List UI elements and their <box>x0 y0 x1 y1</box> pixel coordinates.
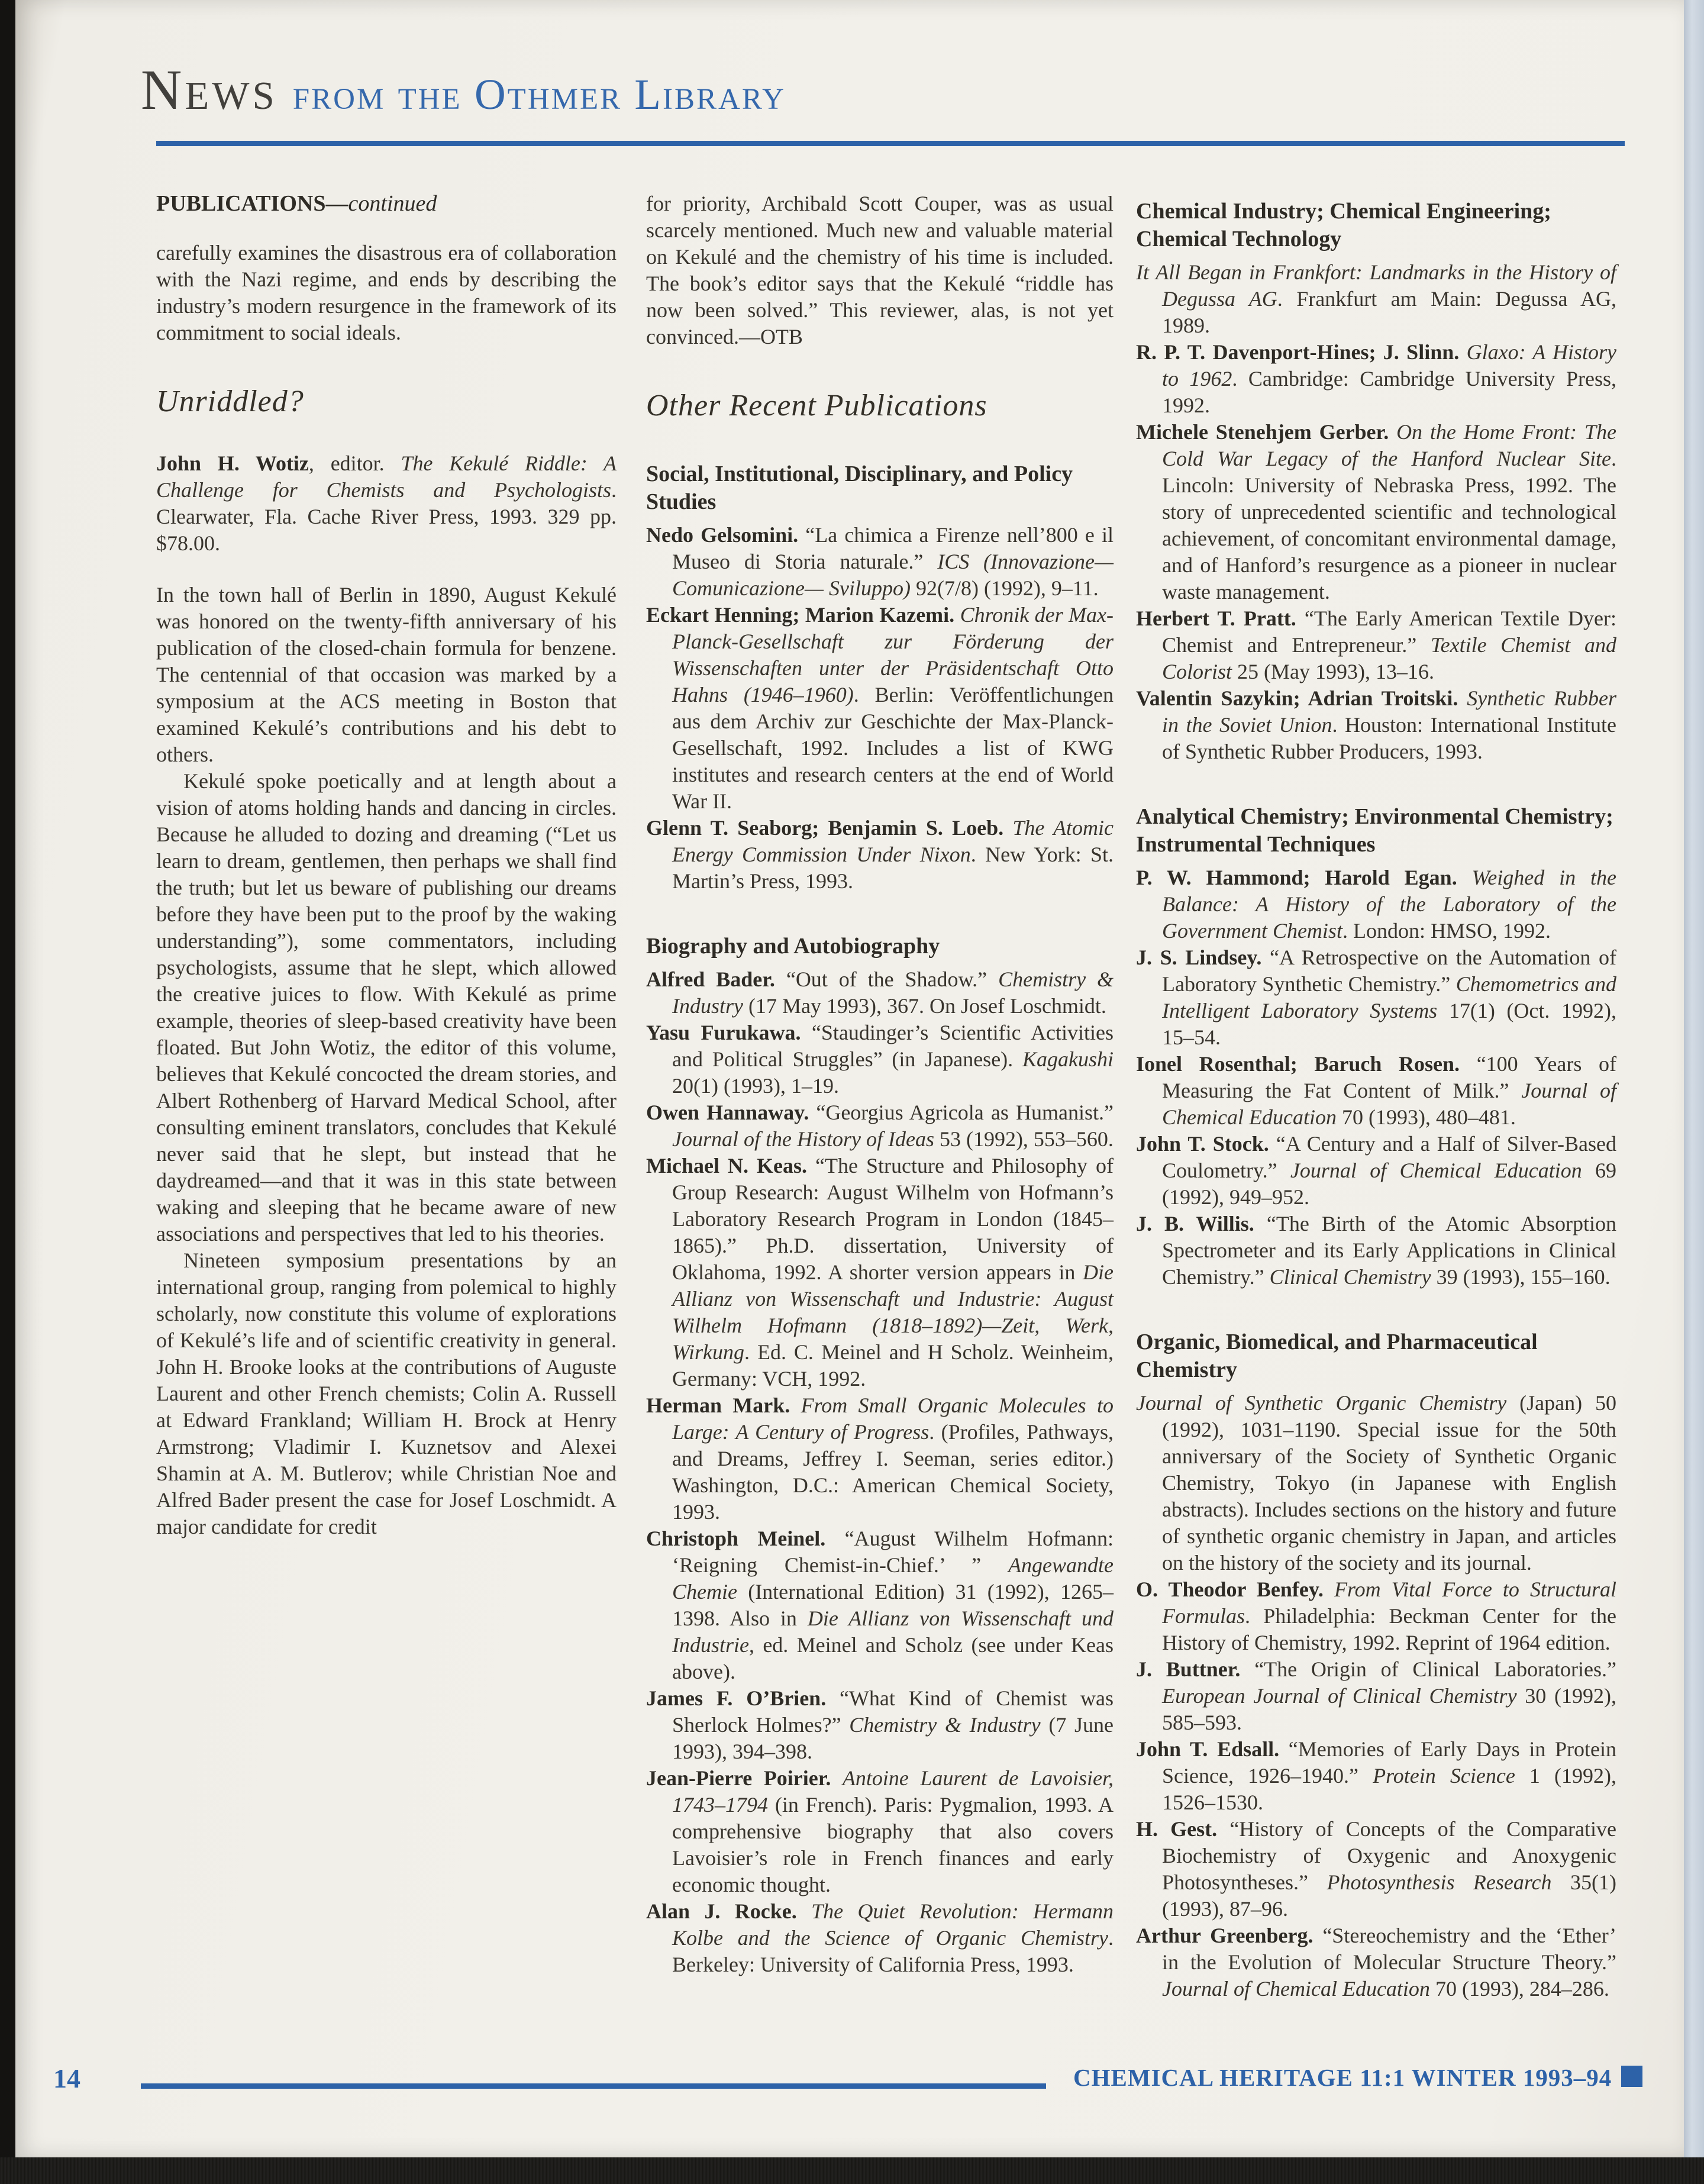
paragraph: Kekulé spoke poetically and at length about a vision of atoms holding hands and dancing in circles. Because he alluded to dozing and dreaming (“Let us learn to dream, gentlemen, then perhaps we shall find the truth; but let us beware of publishing our dreams before they have been put to the proof by the waking understanding”), some commentators, including psychologists, assume that he slept, which allowed the creative juices to flow. With Kekulé as prime example, theories of sleep-based creativity have been floated. But John Wotiz, the editor of this volume, believes that Kekulé concocted the dream stories, and Albert Rothenberg of Harvard Medical School, after consulting eminent translators, concludes that Kekulé never said that he slept, but instead that he daydreamed—and that it was in this state between waking and sleeping that he became aware of new associations and perspectives that led to his theories. <box>156 769 617 1246</box>
masthead-news: News <box>141 58 277 121</box>
column-left <box>156 191 617 1540</box>
citation: Glenn T. Seaborg; Benjamin S. Loeb. The Atomic Energy Commission Under Nixon. New York: St. Martin’s Press, 1993. <box>646 816 1114 893</box>
category-heading: Analytical Chemistry; Environmental Chemistry; Instrumental Techniques <box>1136 804 1613 857</box>
citation: J. S. Lindsey. “A Retrospective on the Automation of Laboratory Synthetic Chemistry.” Chemometrics and Intelligent Laboratory Systems 17(1) (Oct. 1992), 15–54. <box>1136 946 1617 1049</box>
category-heading: Chemical Industry; Chemical Engineering; Chemical Technology <box>1136 199 1551 251</box>
citation: Eckart Henning; Marion Kazemi. Chronik der Max-Planck-Gesellschaft zur Förderung der Wissenschaften unter der Präsidentschaft Otto Hahns (1946–1960). Berlin: Veröffentlichungen aus dem Archiv zur Geschichte der Max-Planck-Gesellschaft, 1992. Includes a list of KWG institutes and research centers at the end of World War II. <box>646 603 1114 813</box>
citation: Yasu Furukawa. “Staudinger’s Scientific Activities and Political Struggles” (in Japanese). Kagakushi 20(1) (1993), 1–19. <box>646 1021 1114 1098</box>
column-right <box>1136 198 1616 2002</box>
citation: Jean-Pierre Poirier. Antoine Laurent de Lavoisier, 1743–1794 (in French). Paris: Pygmalion, 1993. A comprehensive biography that also covers Lavoisier’s role in French finances and early economic thought. <box>646 1766 1114 1896</box>
citation: John T. Edsall. “Memories of Early Days in Protein Science, 1926–1940.” Protein Science 1 (1992), 1526–1530. <box>1136 1737 1617 1814</box>
citation: Michele Stenehjem Gerber. On the Home Front: The Cold War Legacy of the Hanford Nuclear Site. Lincoln: University of Nebraska Press, 1992. The story of unprecedented scientific and technological achievement, of concomitant environmental damage, and of Hanford’s resurgence as a pioneer in nuclear waste management. <box>1136 420 1617 604</box>
paragraph: carefully examines the disastrous era of collaboration with the Nazi regime, and ends by describing the industry’s modern resurgence in the framework of its commitment to social ideals. <box>156 241 617 344</box>
paragraph: In the town hall of Berlin in 1890, August Kekulé was honored on the twenty-fifth anniversary of his publication of the closed-chain formula for benzene. The centennial of that occasion was marked by a symposium at the ACS meeting in Boston that examined Kekulé’s contributions and his debt to others. <box>156 583 617 766</box>
citation: Journal of Synthetic Organic Chemistry (Japan) 50 (1992), 1031–1190. Special issue for the 50th anniversary of the Society of Synthetic Organic Chemistry, Tokyo (in Japanese with English abstracts). Includes sections on the history and future of synthetic organic chemistry in Japan, and articles on the history of the society and its journal. <box>1136 1391 1617 1575</box>
citation: J. B. Willis. “The Birth of the Atomic Absorption Spectrometer and its Early Applications in Clinical Chemistry.” Clinical Chemistry 39 (1993), 155–160. <box>1136 1212 1616 1289</box>
publications-kicker: PUBLICATIONS—continued <box>156 191 437 216</box>
category-heading: Biography and Autobiography <box>646 934 940 959</box>
category-heading: Organic, Biomedical, and Pharmaceutical Chemistry <box>1136 1330 1538 1382</box>
paragraph: Nineteen symposium presentations by an international group, ranging from polemical to highly scholarly, now constitute this volume of explorations of Kekulé’s life and of scientific creativity in general. John H. Brooke looks at the contributions of Auguste Laurent and other French chemists; Colin A. Russell at Edward Frankland; William H. Brock at Henry Armstrong; Vladimir I. Kuznetsov and Alexei Shamin at A. M. Butlerov; while Christian Noe and Alfred Bader present the case for Josef Loschmidt. A major candidate for credit <box>156 1249 617 1538</box>
citation: It All Began in Frankfort: Landmarks in the History of Degussa AG. Frankfurt am Main: Degussa AG, 1989. <box>1136 260 1616 337</box>
column-middle <box>646 191 1114 1978</box>
citation: James F. O’Brien. “What Kind of Chemist was Sherlock Holmes?” Chemistry & Industry (7 June 1993), 394–398. <box>646 1686 1114 1763</box>
citation: Owen Hannaway. “Georgius Agricola as Humanist.” Journal of the History of Ideas 53 (1992), 553–560. <box>646 1101 1114 1151</box>
magazine-page <box>15 0 1684 2157</box>
citation: R. P. T. Davenport-Hines; J. Slinn. Glaxo: A History to 1962. Cambridge: Cambridge University Press, 1992. <box>1136 340 1617 417</box>
citation: Alfred Bader. “Out of the Shadow.” Chemistry & Industry (17 May 1993), 367. On Josef Loschmidt. <box>646 967 1114 1018</box>
citation: O. Theodor Benfey. From Vital Force to Structural Formulas. Philadelphia: Beckman Center for the History of Chemistry, 1992. Reprint of 1964 edition. <box>1136 1577 1616 1654</box>
citation: Ionel Rosenthal; Baruch Rosen. “100 Years of Measuring the Fat Content of Milk.” Journal of Chemical Education 70 (1993), 480–481. <box>1136 1052 1616 1129</box>
footer-journal-line <box>1073 2063 1642 2092</box>
citation: Michael N. Keas. “The Structure and Philosophy of Group Research: August Wilhelm von Hofmann’s Laboratory Research Program in London (1845–1865).” Ph.D. dissertation, University of Oklahoma, 1992. A shorter version appears in Die Allianz von Wissenschaft und Industrie: August Wilhelm Hofmann (1818–1892)—Zeit, Werk, Wirkung. Ed. C. Meinel and H Scholz. Weinheim, Germany: VCH, 1992. <box>646 1154 1114 1391</box>
footer-end-square-icon <box>1621 2066 1642 2087</box>
citation: H. Gest. “History of Concepts of the Comparative Biochemistry of Oxygenic and Anoxygenic Photosyntheses.” Photosynthesis Research 35(1) (1993), 87–96. <box>1136 1817 1617 1921</box>
citation: Alan J. Rocke. The Quiet Revolution: Hermann Kolbe and the Science of Organic Chemistry. Berkeley: University of California Press, 1993. <box>646 1899 1114 1976</box>
section-title: Other Recent Publications <box>646 389 987 422</box>
citation: J. Buttner. “The Origin of Clinical Laboratories.” European Journal of Clinical Chemistry 30 (1992), 585–593. <box>1136 1657 1617 1734</box>
citation: Valentin Sazykin; Adrian Troitski. Synthetic Rubber in the Soviet Union. Houston: International Institute of Synthetic Rubber Producers, 1993. <box>1136 686 1617 763</box>
footer-journal-text: CHEMICAL HERITAGE 11:1 WINTER 1993–94 <box>1073 2064 1612 2091</box>
scan-background-band <box>0 2157 1704 2184</box>
paragraph: for priority, Archibald Scott Couper, was as usual scarcely mentioned. Much new and valuable material on Kekulé and the chemistry of his time is included. The book’s editor says that the Kekulé “riddle has now been solved.” This reviewer, alas, is not yet convinced.—OTB <box>646 192 1114 349</box>
citation: Herbert T. Pratt. “The Early American Textile Dyer: Chemist and Entrepreneur.” Textile Chemist and Colorist 25 (May 1993), 13–16. <box>1136 607 1617 683</box>
citation: Nedo Gelsomini. “La chimica a Firenze nell’800 e il Museo di Storia naturale.” ICS (Innovazione—Comunicazione— Sviluppo) 92(7/8) (1992), 9–11. <box>646 523 1114 600</box>
masthead-library: from the Othmer Library <box>292 70 786 118</box>
category-heading: Social, Institutional, Disciplinary, and Policy Studies <box>646 462 1073 514</box>
citation: Arthur Greenberg. “Stereochemistry and the ‘Ether’ in the Evolution of Molecular Structure Theory.” Journal of Chemical Education 70 (1993), 284–286. <box>1136 1924 1617 2001</box>
paragraph: John H. Wotiz, editor. The Kekulé Riddle: A Challenge for Chemists and Psychologists. Clearwater, Fla. Cache River Press, 1993. 329 pp. $78.00. <box>156 451 617 555</box>
citation: P. W. Hammond; Harold Egan. Weighed in the Balance: A History of the Laboratory of the Government Chemist. London: HMSO, 1992. <box>1136 866 1616 943</box>
header-rule <box>156 141 1625 146</box>
citation: Herman Mark. From Small Organic Molecules to Large: A Century of Progress. (Profiles, Pathways, and Dreams, Jeffrey I. Seeman, series editor.) Washington, D.C.: American Chemical Society, 1993. <box>646 1393 1114 1524</box>
section-title: Unriddled? <box>156 385 304 418</box>
page-edge-sliver <box>1684 0 1704 2157</box>
page-number: 14 <box>53 2063 80 2093</box>
page-title <box>141 57 786 122</box>
citation: Christoph Meinel. “August Wilhelm Hofmann: ‘Reigning Chemist-in-Chief.’ ” Angewandte Chemie (International Edition) 31 (1992), 1265–1398. Also in Die Allianz von Wissenschaft und Industrie, ed. Meinel and Scholz (see under Keas above). <box>646 1527 1114 1683</box>
footer-rule <box>141 2083 1046 2089</box>
citation: John T. Stock. “A Century and a Half of Silver-Based Coulometry.” Journal of Chemical Education 69 (1992), 949–952. <box>1136 1132 1617 1209</box>
